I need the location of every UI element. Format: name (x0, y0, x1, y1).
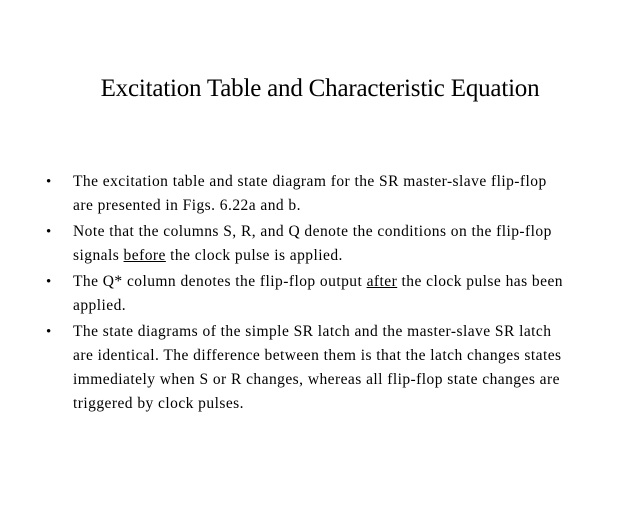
underlined-word-after: after (366, 273, 398, 290)
bullet-item-4 (46, 320, 566, 416)
bullet-text-end: the clock pulse is applied. (165, 247, 343, 264)
bullet-text: The state diagrams of the simple SR latch and the master-slave SR latch are identical. The difference between them is that the latch changes states immediately when S or R changes, whereas all flip-flop state changes are triggered by clock pulses. (73, 323, 562, 412)
bullet-list (46, 170, 566, 418)
bullet-text-start: The Q* column denotes the flip-flop output (73, 273, 367, 290)
bullet-item-3 (46, 270, 566, 318)
bullet-text-start: Note that the columns S, R, and Q denote the conditions on the flip-flop signals (73, 223, 552, 264)
bullet-item-2 (46, 220, 566, 268)
bullet-text-end: the clock pulse has been applied. (73, 273, 563, 314)
bullet-item-1 (46, 170, 566, 218)
bullet-icon: • (46, 224, 52, 240)
slide-title: Excitation Table and Characteristic Equation (100, 75, 540, 102)
bullet-icon: • (46, 274, 52, 290)
bullet-icon: • (46, 174, 52, 190)
bullet-text: The excitation table and state diagram for the SR master-slave flip-flop are presented in Figs. 6.22a and b. (73, 173, 547, 214)
bullet-icon: • (46, 324, 52, 340)
underlined-word-before: before (123, 247, 166, 264)
